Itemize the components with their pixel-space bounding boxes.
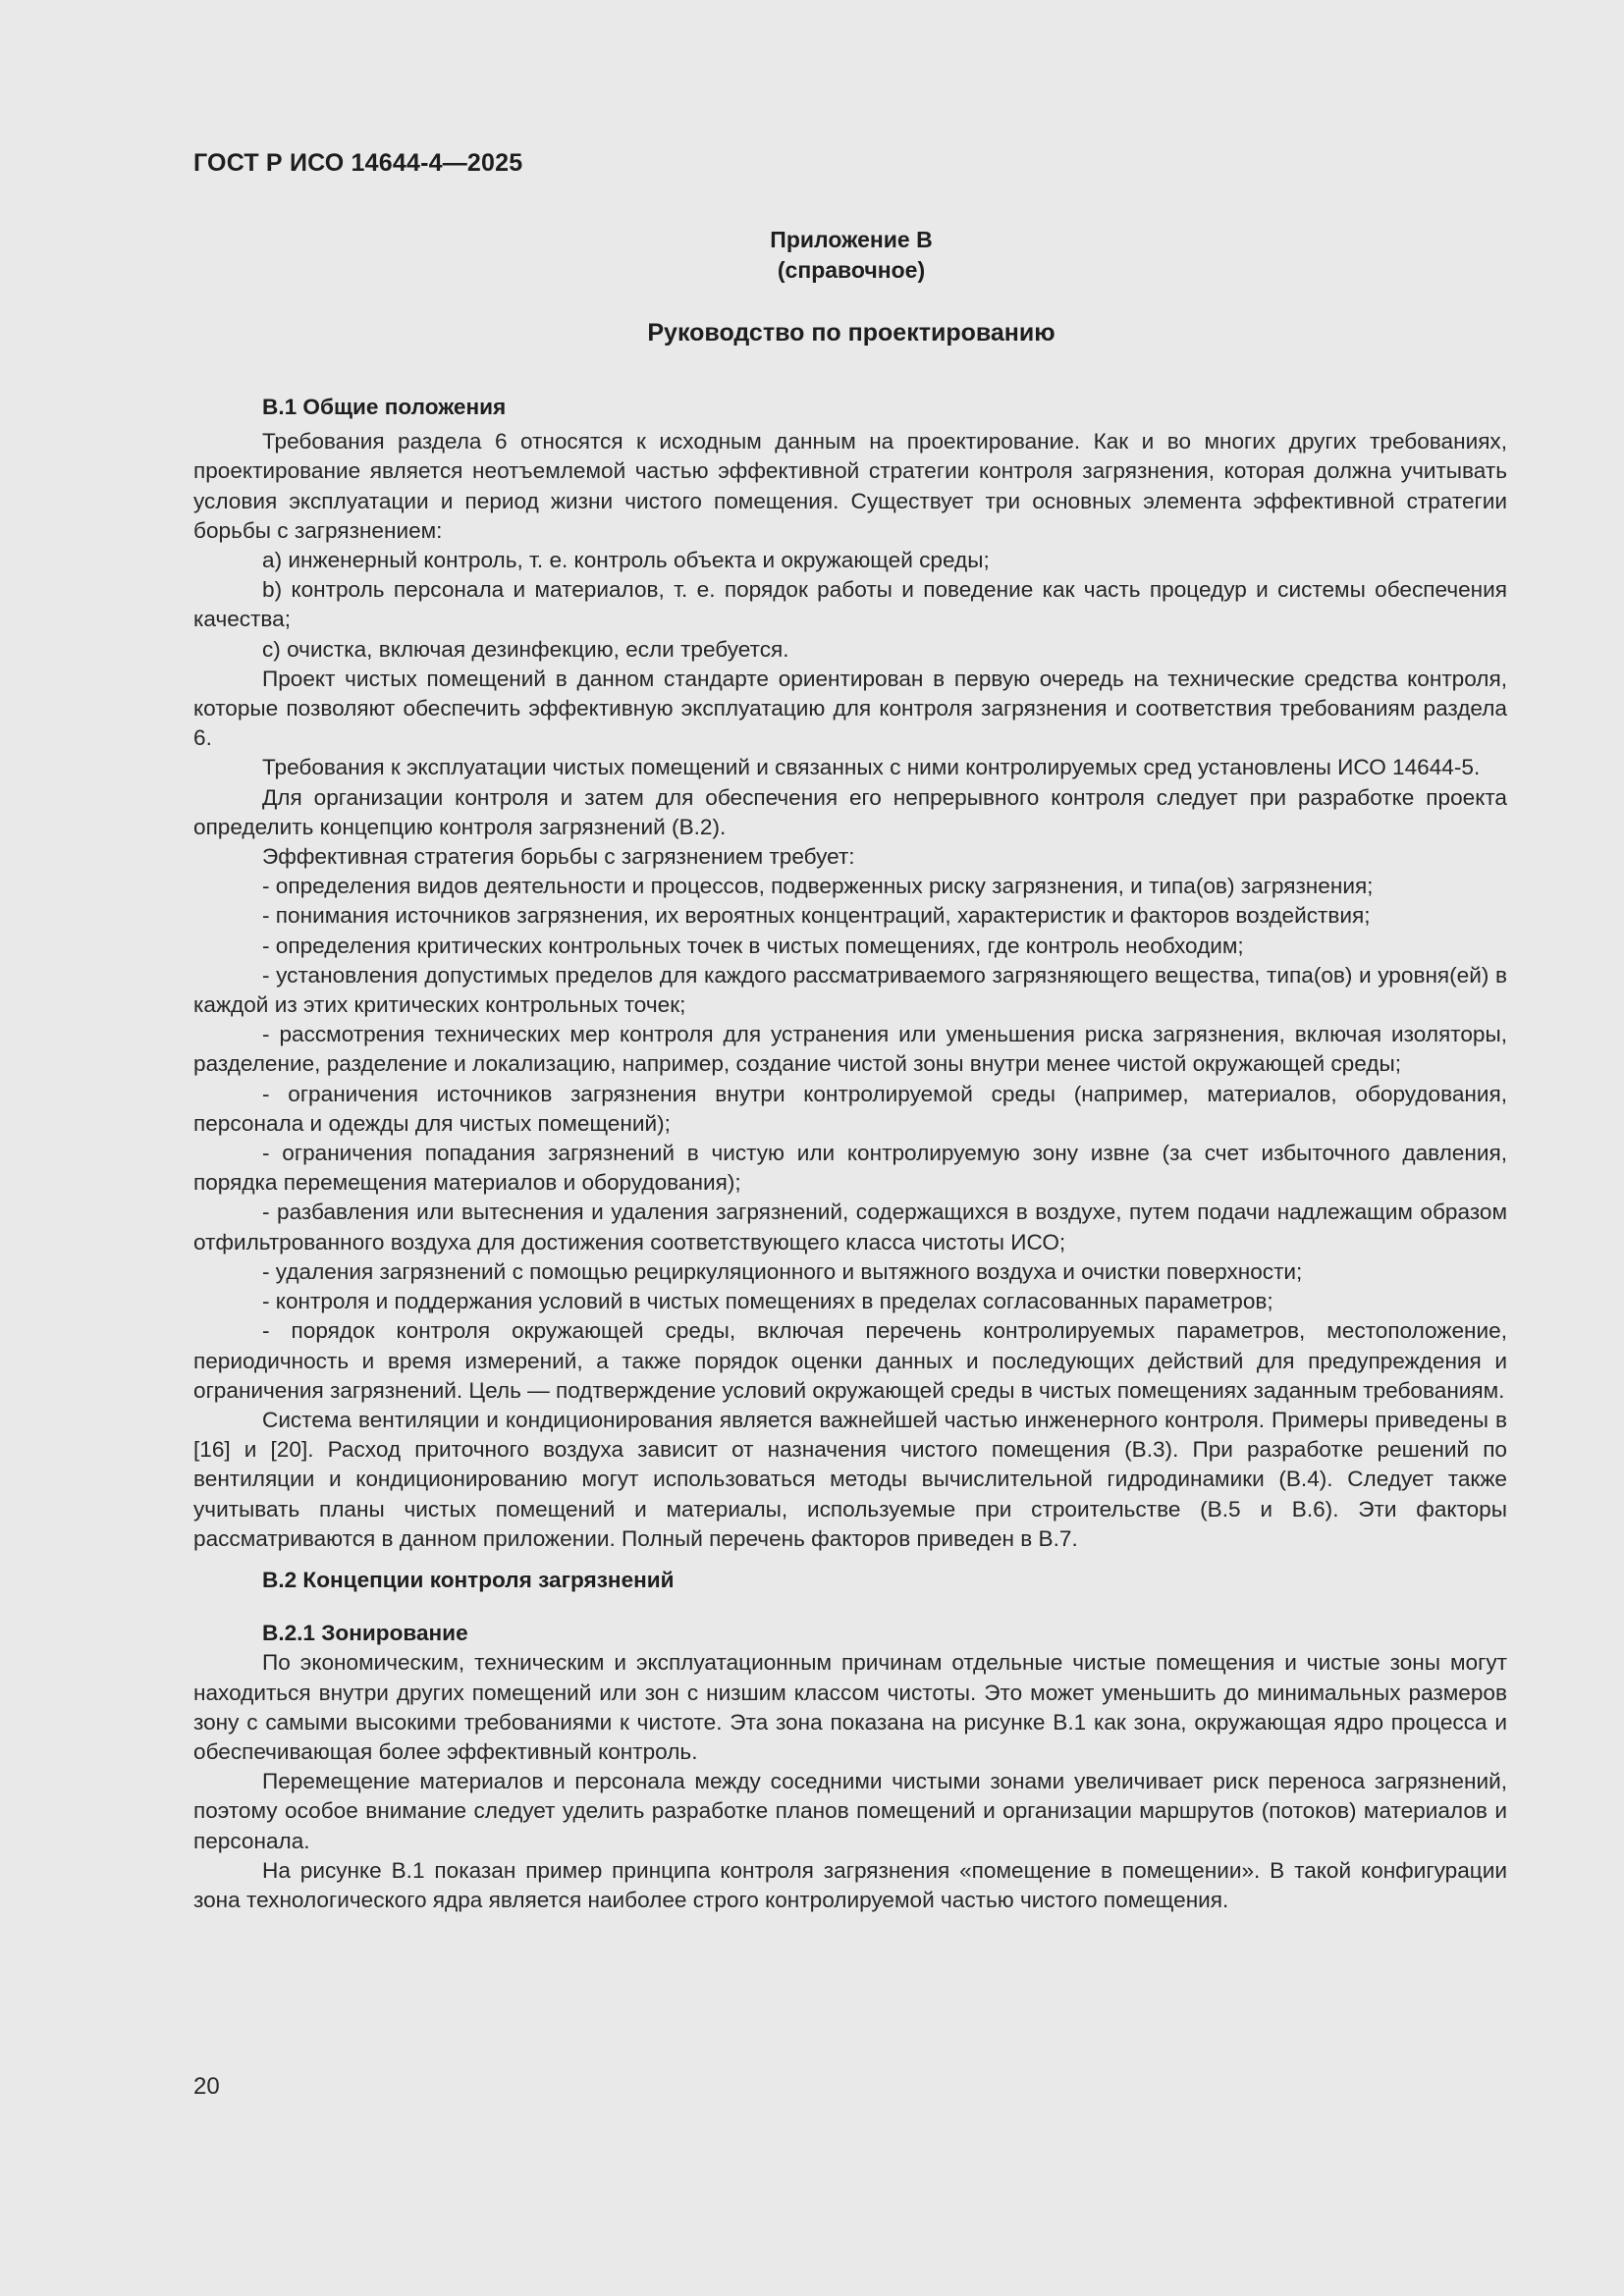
- section-heading-b1: В.1 Общие положения: [262, 395, 507, 419]
- annex-heading: Руководство по проектированию: [647, 319, 1056, 347]
- annex-kind: (справочное): [777, 257, 926, 283]
- paragraph: Эффективная стратегия борьбы с загрязнением требует:: [262, 844, 855, 870]
- annex-title: Приложение В: [770, 227, 933, 252]
- paragraph: По экономическим, техническим и эксплуатационным причинам отдельные чистые помещения и чистые зоны могут находиться внутри других помещений или зон с низшим классом чистоты. Это может уменьшить до минимальных размеров зону с самыми высокими требованиями к чистоте. Эта зона показана на рисунке В.1 как зона, окружающая ядро процесса и обеспечивающая более эффективный контроль.: [193, 1650, 1507, 1764]
- dash-list-item: - удаления загрязнений с помощью рециркуляционного и вытяжного воздуха и очистки поверхности;: [262, 1258, 1303, 1284]
- dash-list-item: - установления допустимых пределов для каждого рассматриваемого загрязняющего вещества, типа(ов) и уровня(ей) в каждой из этих критических контрольных точек;: [193, 962, 1507, 1018]
- dash-list-item: - разбавления или вытеснения и удаления загрязнений, содержащихся в воздухе, путем подачи надлежащим образом отфильтрованного воздуха для достижения соответствующего класса чистоты ИСО;: [193, 1200, 1507, 1255]
- section-heading-b2: В.2 Концепции контроля загрязнений: [262, 1567, 675, 1592]
- document-body: [193, 393, 1507, 1915]
- list-item-c: с) очистка, включая дезинфекцию, если требуется.: [262, 636, 789, 662]
- paragraph: Требования к эксплуатации чистых помещений и связанных с ними контролируемых сред установлены ИСО 14644-5.: [262, 755, 1481, 780]
- paragraph: Перемещение материалов и персонала между соседними чистыми зонами увеличивает риск переноса загрязнений, поэтому особое внимание следует уделить разработке планов помещений и организации маршрутов (потоков) материалов и персонала.: [193, 1769, 1507, 1853]
- page-number: 20: [193, 2073, 220, 2100]
- list-item-a: а) инженерный контроль, т. е. контроль объекта и окружающей среды;: [262, 548, 990, 573]
- dash-list-item: - ограничения попадания загрязнений в чистую или контролируемую зону извне (за счет избыточного давления, порядка перемещения материалов и оборудования);: [193, 1141, 1507, 1196]
- dash-list-item: - понимания источников загрязнения, их вероятных концентраций, характеристик и факторов воздействия;: [262, 903, 1371, 929]
- subsection-heading-b21: В.2.1 Зонирование: [262, 1621, 468, 1646]
- paragraph: Система вентиляции и кондиционирования является важнейшей частью инженерного контроля. Примеры приведены в [16] и [20]. Расход приточного воздуха зависит от назначения чистого помещения (В.3). При разработке решений по вентиляции и кондиционированию могут использоваться методы вычислительной гидродинамики (В.4). Следует также учитывать планы чистых помещений и материалы, используемые при строительстве (В.5 и В.6). Эти факторы рассматриваются в данном приложении. Полный перечень факторов приведен в В.7.: [193, 1407, 1507, 1551]
- dash-list-item: - контроля и поддержания условий в чистых помещениях в пределах согласованных параметров;: [262, 1289, 1273, 1314]
- dash-list-item: - определения критических контрольных точек в чистых помещениях, где контроль необходим;: [262, 933, 1244, 958]
- list-item-b: b) контроль персонала и материалов, т. е. порядок работы и поведение как часть процедур и системы обеспечения качества;: [193, 577, 1507, 632]
- paragraph: Проект чистых помещений в данном стандарте ориентирован в первую очередь на технические средства контроля, которые позволяют обеспечить эффективную эксплуатацию для контроля загрязнения и соответствия требованиям раздела 6.: [193, 666, 1507, 751]
- document-header: ГОСТ Р ИСО 14644-4—2025: [193, 149, 523, 177]
- paragraph: На рисунке В.1 показан пример принципа контроля загрязнения «помещение в помещении». В такой конфигурации зона технологического ядра является наиболее строго контролируемой частью чистого помещения.: [193, 1857, 1507, 1912]
- dash-list-item: - порядок контроля окружающей среды, включая перечень контролируемых параметров, местоположение, периодичность и время измерений, а также порядок оценки данных и последующих действий для предупреждения и ограничения загрязнений. Цель — подтверждение условий окружающей среды в чистых помещениях заданным требованиям.: [193, 1318, 1507, 1403]
- paragraph: Требования раздела 6 относятся к исходным данным на проектирование. Как и во многих других требованиях, проектирование является неотъемлемой частью эффективной стратегии контроля загрязнения, которая должна учитывать условия эксплуатации и период жизни чистого помещения. Существует три основных элемента эффективной стратегии борьбы с загрязнением:: [193, 429, 1507, 543]
- paragraph: Для организации контроля и затем для обеспечения его непрерывного контроля следует при разработке проекта определить концепцию контроля загрязнений (В.2).: [193, 784, 1507, 839]
- dash-list-item: - определения видов деятельности и процессов, подверженных риску загрязнения, и типа(ов) загрязнения;: [262, 874, 1374, 899]
- dash-list-item: - ограничения источников загрязнения внутри контролируемой среды (например, материалов, оборудования, персонала и одежды для чистых помещений);: [193, 1081, 1507, 1136]
- dash-list-item: - рассмотрения технических мер контроля для устранения или уменьшения риска загрязнения, включая изоляторы, разделение, разделение и локализацию, например, создание чистой зоны внутри менее чистой окружающей среды;: [193, 1022, 1507, 1077]
